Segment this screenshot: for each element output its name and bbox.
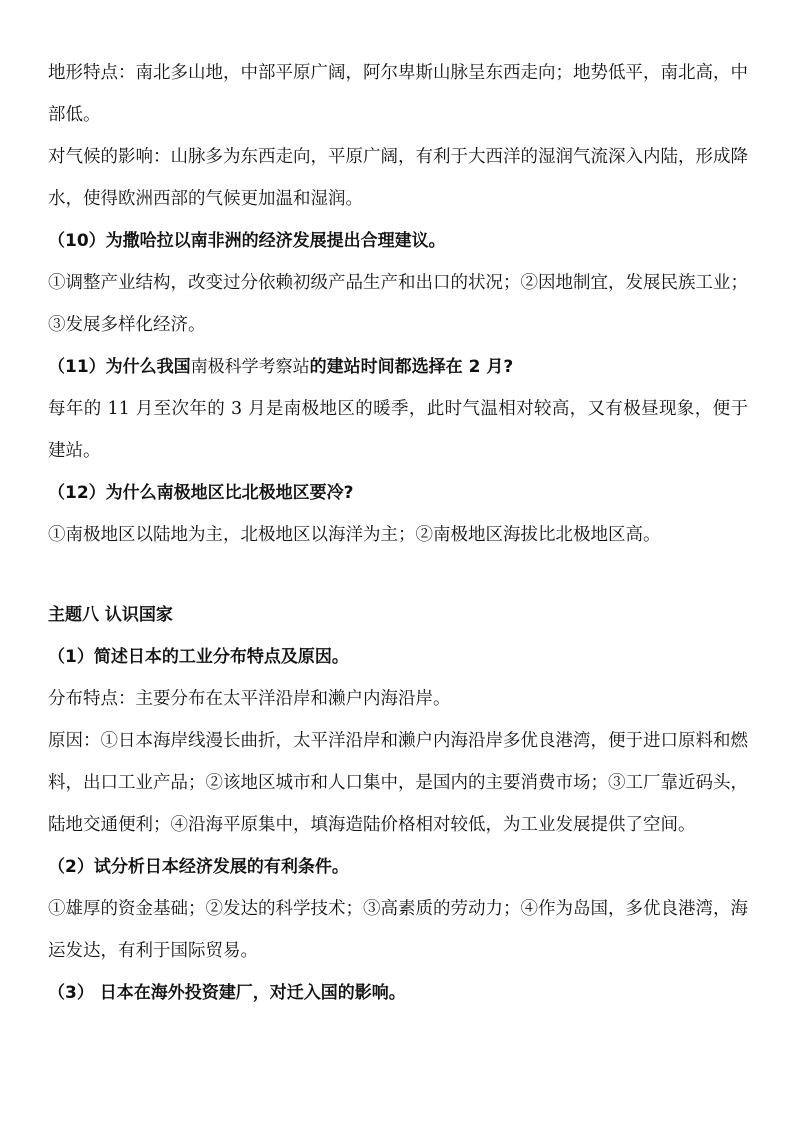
question-3-heading: （3） 日本在海外投资建厂，对迁入国的影响。	[48, 983, 406, 1003]
question-11-station-name: 南极科学考察站	[190, 357, 310, 377]
answer-2-paragraph: ①雄厚的资金基础；②发达的科学技术；③高素质的劳动力；④作为岛国，多优良港湾，海运发达，有利于国际贸易。	[48, 899, 748, 961]
document-page	[48, 52, 748, 1014]
question-10-heading: （10）为撒哈拉以南非洲的经济发展提出合理建议。	[48, 231, 446, 251]
section-gap	[48, 556, 748, 594]
answer-10-paragraph: ①调整产业结构，改变过分依赖初级产品生产和出口的状况；②因地制宜，发展民族工业；③发展多样化经济。	[48, 273, 748, 335]
question-2-heading: （2）试分析日本经济发展的有利条件。	[48, 857, 349, 877]
answer-11-paragraph: 每年的 11 月至次年的 3 月是南极地区的暖季，此时气温相对较高，又有极昼现象，便于建站。	[48, 399, 748, 461]
distribution-features-paragraph: 分布特点：主要分布在太平洋沿岸和濑户内海沿岸。	[48, 689, 451, 709]
answer-12-paragraph: ①南极地区以陆地为主，北极地区以海洋为主；②南极地区海拔比北极地区高。	[48, 525, 661, 545]
theme-8-title: 主题八 认识国家	[48, 605, 173, 625]
question-11-heading	[48, 346, 748, 388]
question-11-prefix: （11）为什么我国	[48, 357, 191, 377]
question-12-heading: （12）为什么南极地区比北极地区要冷?	[48, 483, 354, 503]
reasons-paragraph: 原因：①日本海岸线漫长曲折，太平洋沿岸和濑户内海沿岸多优良港湾，便于进口原料和燃料，出口工业产品；②该地区城市和人口集中，是国内的主要消费市场；③工厂靠近码头，陆地交通便利；④沿海平原集中，填海造陆价格相对较低，为工业发展提供了空间。	[48, 731, 748, 835]
question-11-suffix: 的建站时间都选择在 2 月?	[309, 357, 514, 377]
terrain-features-paragraph: 地形特点：南北多山地，中部平原广阔，阿尔卑斯山脉呈东西走向；地势低平，南北高，中部低。	[48, 63, 748, 125]
climate-influence-paragraph: 对气候的影响：山脉多为东西走向，平原广阔，有利于大西洋的湿润气流深入内陆，形成降水，使得欧洲西部的气候更加温和湿润。	[48, 147, 748, 209]
question-1-heading: （1）简述日本的工业分布特点及原因。	[48, 647, 349, 667]
